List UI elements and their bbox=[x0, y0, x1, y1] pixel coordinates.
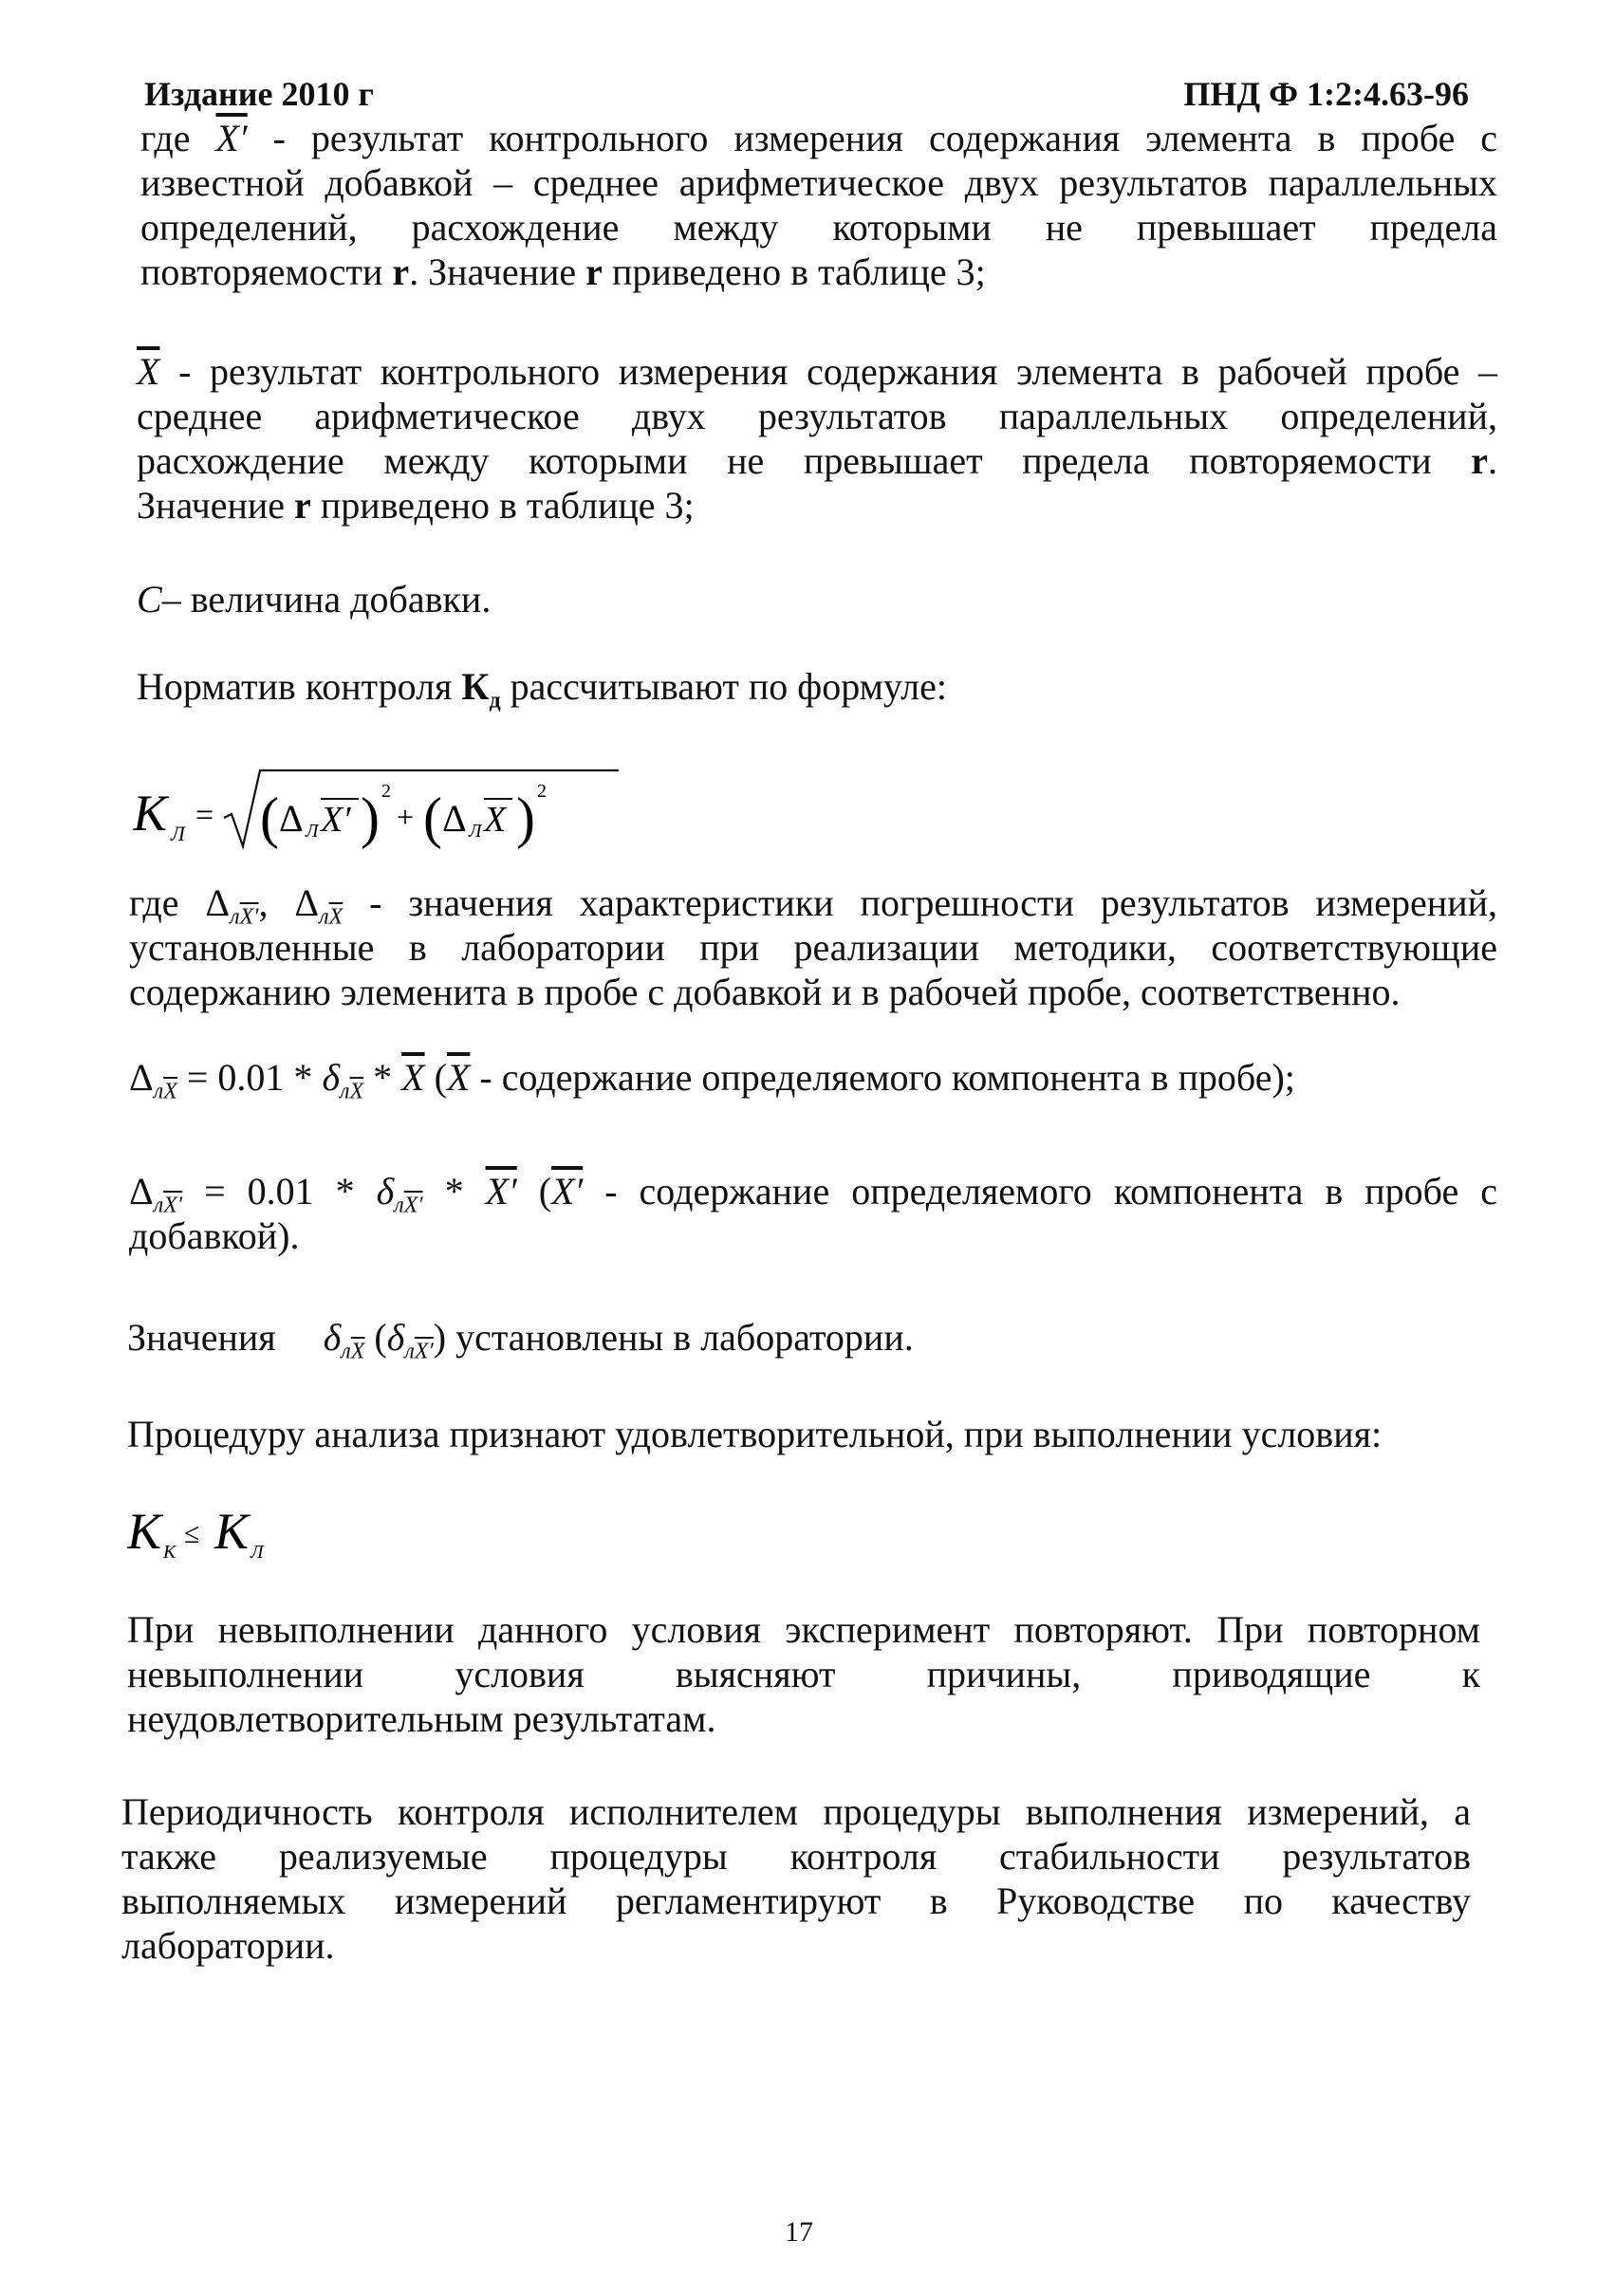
paragraph-x-prime-definition: где X′ - результат контрольного измерения содержания элемента в пробе с известной добавкой – среднее арифметическое двух результатов параллельных определений, расхождение между которыми не превышает предела повторяемости r. Значение r приведено в таблице 3; bbox=[140, 117, 1498, 293]
svg-text:К: К bbox=[133, 785, 167, 842]
x-bar-symbol: $\overline{X}$ bbox=[137, 350, 160, 393]
x-prime-symbol: X′ bbox=[215, 117, 248, 159]
svg-text:): ) bbox=[516, 787, 535, 849]
svg-text:≤: ≤ bbox=[184, 1518, 200, 1549]
svg-text:+: + bbox=[397, 800, 415, 834]
svg-text:X: X bbox=[484, 800, 507, 840]
svg-text:Л: Л bbox=[251, 1542, 264, 1563]
svg-text:К: К bbox=[214, 1503, 249, 1560]
paragraph-repeat: При невыполнении данного условия эксперимент повторяют. При повторном невыполнении условия выясняют причины, приводящие к неудовлетворительным результатам. bbox=[127, 1608, 1480, 1740]
svg-text:(: ( bbox=[423, 787, 442, 849]
formula-condition bbox=[127, 1490, 317, 1575]
page-number: 17 bbox=[785, 2216, 813, 2248]
svg-text:2: 2 bbox=[381, 781, 391, 802]
svg-text:Л: Л bbox=[469, 821, 482, 842]
paragraph-acceptance: Процедуру анализа признают удовлетворительной, при выполнении условия: bbox=[127, 1413, 1383, 1455]
svg-text:=: = bbox=[195, 798, 214, 833]
svg-text:Δ: Δ bbox=[442, 797, 467, 840]
formula-delta-x: $\Delta_{л\overline{X}} = 0.01 * \delta_{л\overline{X}} * \overline{X}$ ($\overline{X}$ - содержание определяемого компонента в пробе); bbox=[129, 1056, 1295, 1104]
svg-text:Л: Л bbox=[171, 822, 185, 845]
paragraph-c-definition: C– величина добавки. bbox=[137, 578, 492, 620]
edition-label: Издание 2010 г bbox=[144, 75, 374, 113]
paragraph-periodicity: Периодичность контроля исполнителем процедуры выполнения измерений, а также реализуемые процедуры контроля стабильности результатов выполняемых измерений регламентируют в Руководстве по качеству лаборатории. bbox=[121, 1790, 1471, 1967]
svg-text:Δ: Δ bbox=[279, 797, 304, 840]
paragraph-x-definition: $\overline{X}$ - результат контрольного измерения содержания элемента в рабочей пробе – среднее арифметическое двух результатов параллельных определений, расхождение между которыми не превышает предела повторяемости r. Значение r приведено в таблице 3; bbox=[137, 350, 1498, 527]
formula-control-norm bbox=[133, 759, 626, 863]
formula-delta-x-prime: $\Delta_{лX'} = 0.01 * \delta_{лX'} * X'$ (X′ - содержание определяемого компонента в пробе с добавкой). bbox=[129, 1170, 1497, 1257]
paragraph-control-norm: Норматив контроля $К_д$ рассчитывают по формуле: bbox=[137, 665, 947, 713]
paragraph-delta-values: Значения $\delta_{л\overline{X}}$ $(\delta_{лX'})$ установлены в лаборатории. bbox=[127, 1316, 914, 1364]
document-code: ПНД Ф 1:2:4.63-96 bbox=[1183, 75, 1469, 113]
paragraph-delta-definition: где $\Delta_{лX'}$, $\Delta_{л\overline{X}}$ - значения характеристики погрешности результатов измерений, установленные в лаборатории при реализации методики, соответствующие содержанию элеменита в пробе с добавкой и в рабочей пробе, соответственно. bbox=[129, 881, 1498, 1013]
c-symbol: C bbox=[137, 578, 162, 620]
svg-text:К: К bbox=[163, 1542, 176, 1563]
svg-text:К: К bbox=[127, 1503, 161, 1560]
svg-text:(: ( bbox=[260, 787, 279, 849]
svg-text:X′: X′ bbox=[321, 800, 351, 840]
svg-text:Л: Л bbox=[306, 821, 319, 842]
svg-text:): ) bbox=[361, 787, 380, 849]
svg-text:2: 2 bbox=[537, 781, 547, 802]
